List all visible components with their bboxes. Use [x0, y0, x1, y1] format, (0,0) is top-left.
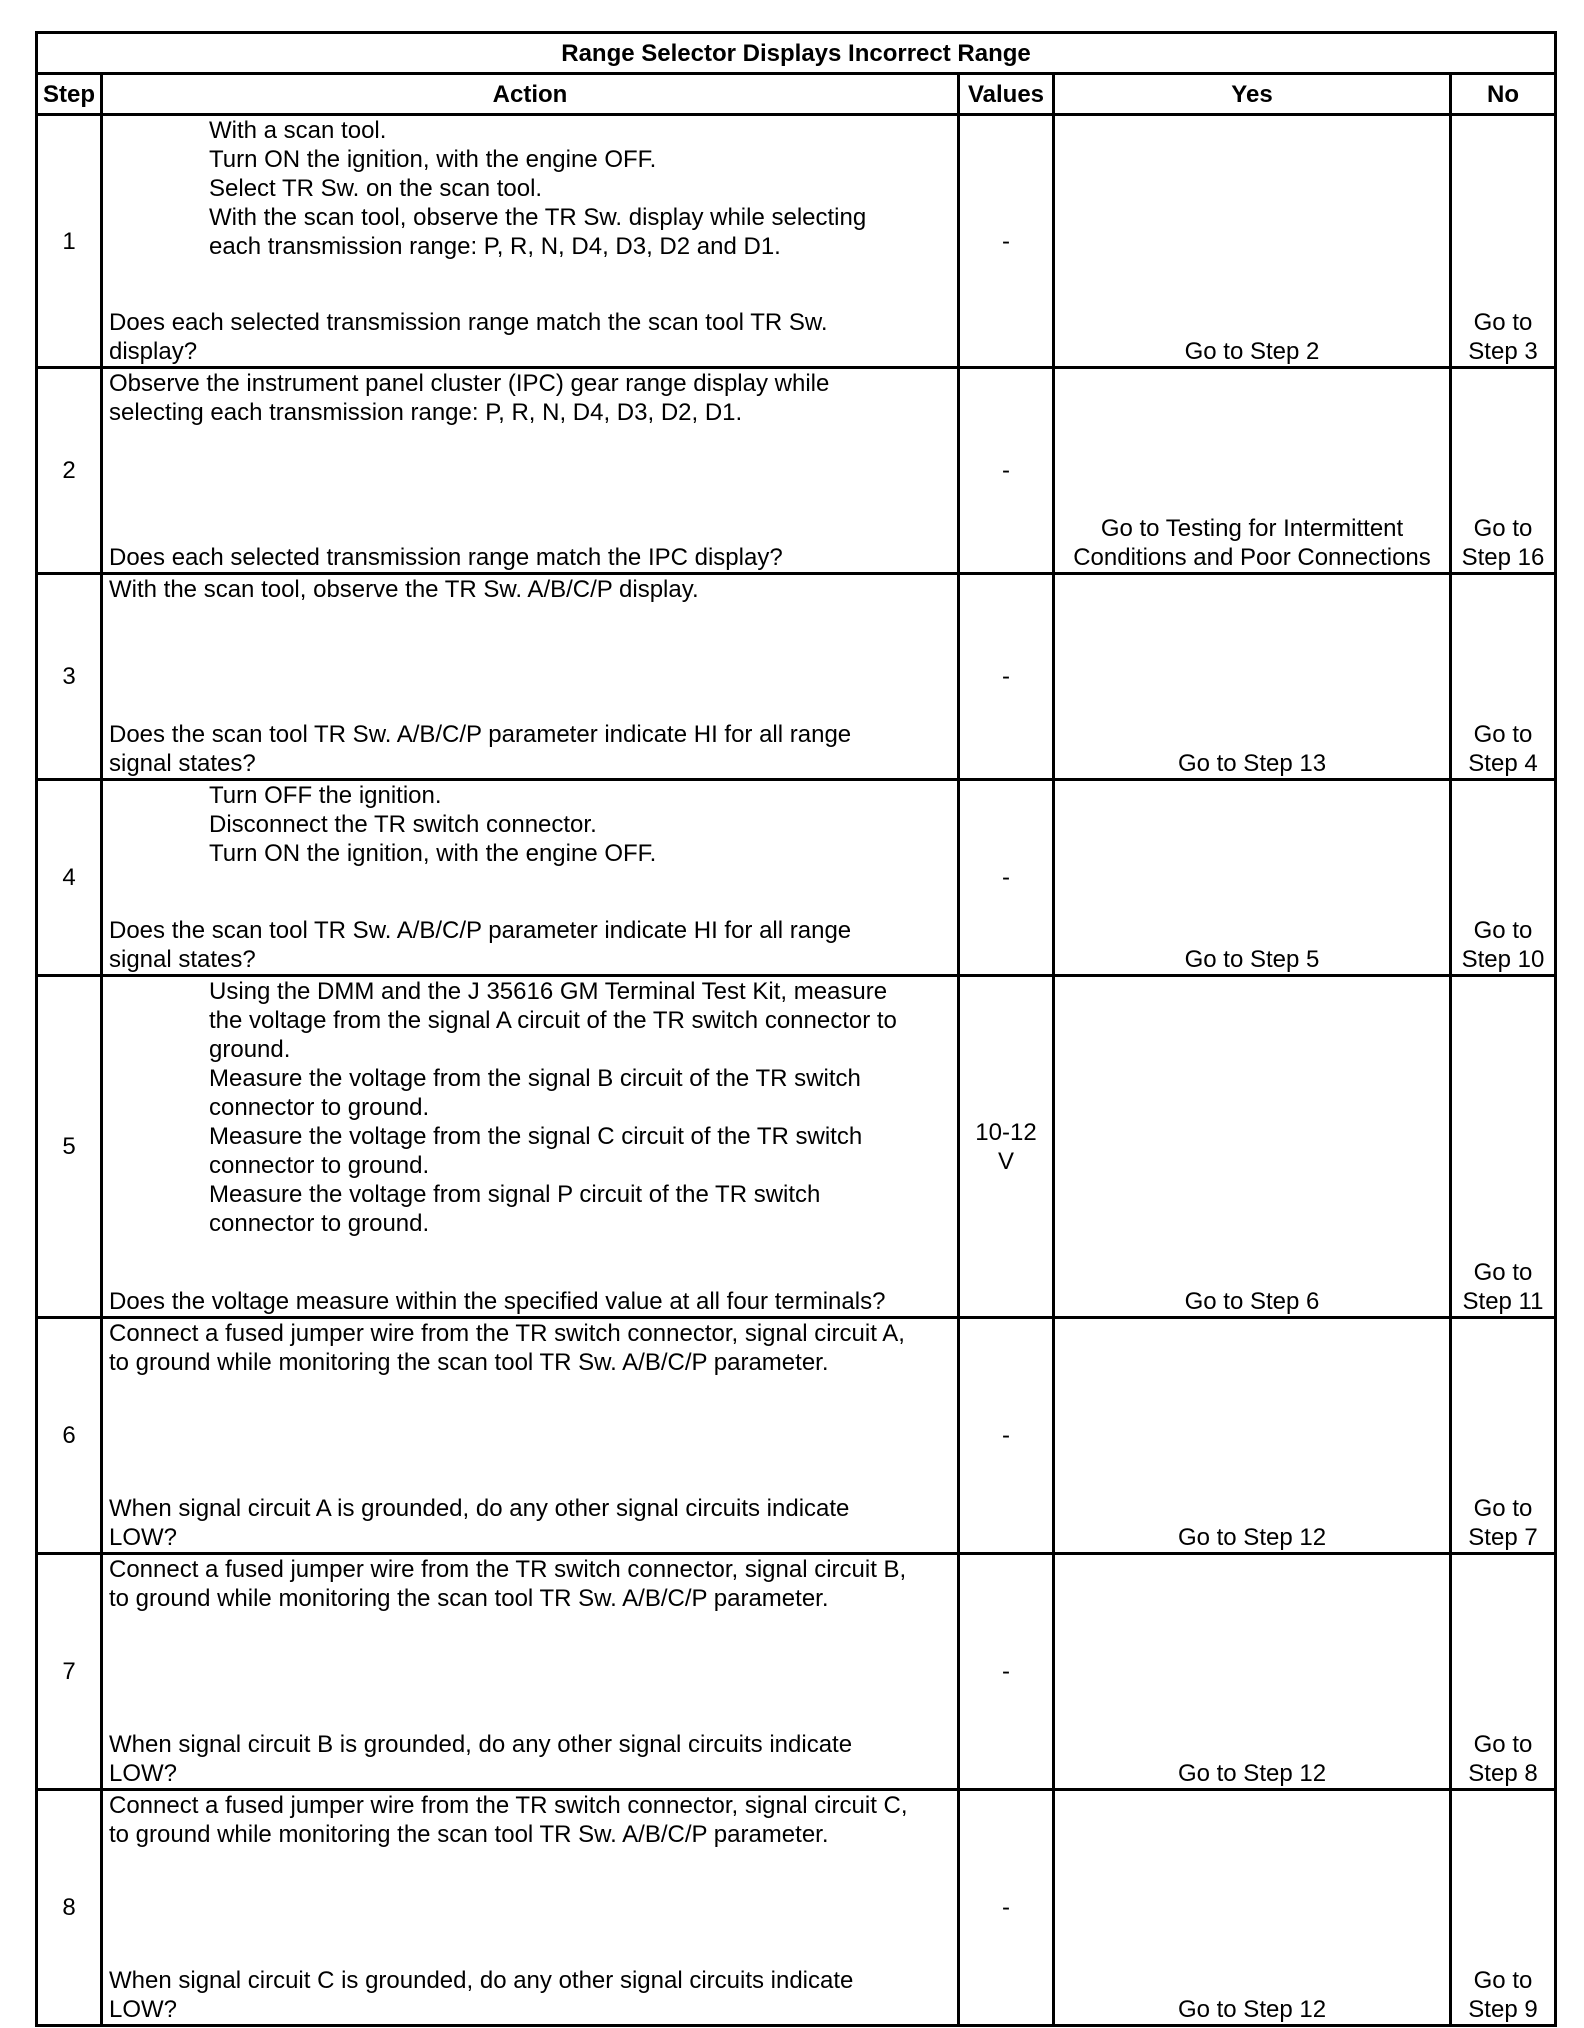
no-text [1452, 720, 1554, 778]
action-instructions-line: Connect a fused jumper wire from the TR switch connector, signal circuit B, [109, 1556, 907, 1583]
no-text-line: Step 7 [1468, 1524, 1538, 1551]
action-cell [102, 976, 959, 1318]
action-instructions-line: connector to ground. [209, 1210, 430, 1237]
table-title: Range Selector Displays Incorrect Range [37, 33, 1556, 74]
action-instructions-line: Measure the voltage from the signal C circuit of the TR switch [209, 1123, 863, 1150]
value-cell: - [959, 780, 1054, 976]
table-row [37, 1790, 1556, 2026]
table-row [37, 115, 1556, 368]
action-instructions-line: ground. [209, 1036, 291, 1063]
action-question-line: Does the scan tool TR Sw. A/B/C/P parameter indicate HI for all range [109, 917, 852, 944]
value-cell: - [959, 574, 1054, 780]
no-text-line: Go to [1473, 917, 1533, 944]
yes-text-line: Go to Step 12 [1177, 1996, 1327, 2023]
no-text-line: Go to [1473, 309, 1533, 336]
no-text-line: Step 9 [1468, 1996, 1538, 2023]
step-number: 8 [37, 1790, 102, 2026]
yes-text [1055, 1287, 1449, 1316]
yes-text-line: Go to Step 6 [1184, 1288, 1320, 1315]
no-text-line: Step 11 [1462, 1288, 1544, 1315]
action-instructions-line: Turn ON the ignition, with the engine OFF. [209, 146, 657, 173]
table-row [37, 1318, 1556, 1554]
action-cell [102, 1554, 959, 1790]
yes-text-line: Go to Testing for Intermittent [1100, 515, 1404, 542]
action-instructions [109, 1791, 951, 1849]
no-text-line: Step 3 [1468, 338, 1538, 365]
no-text-line: Step 16 [1461, 544, 1545, 571]
no-text-line: Step 4 [1468, 750, 1538, 777]
step-number: 2 [37, 368, 102, 574]
yes-cell [1054, 976, 1451, 1318]
yes-text-line: Go to Step 12 [1177, 1524, 1327, 1551]
table-row [37, 1554, 1556, 1790]
yes-text [1055, 749, 1449, 778]
action-question [109, 543, 951, 572]
yes-text-line: Go to Step 13 [1177, 750, 1327, 777]
action-instructions [109, 116, 951, 261]
no-text [1452, 308, 1554, 366]
action-instructions-line: connector to ground. [209, 1152, 430, 1179]
action-instructions [109, 1319, 951, 1377]
action-instructions-line: Measure the voltage from signal P circuit of the TR switch [209, 1181, 821, 1208]
action-question-line: signal states? [109, 946, 256, 973]
action-instructions-line: each transmission range: P, R, N, D4, D3, D2 and D1. [209, 233, 781, 260]
yes-cell [1054, 115, 1451, 368]
action-question-line: When signal circuit C is grounded, do any other signal circuits indicate [109, 1967, 854, 1994]
action-instructions-line: With the scan tool, observe the TR Sw. display while selecting [209, 204, 867, 231]
no-text [1452, 916, 1554, 974]
yes-text [1055, 1523, 1449, 1552]
action-cell [102, 115, 959, 368]
header-values: Values [959, 74, 1054, 115]
action-instructions-line: the voltage from the signal A circuit of the TR switch connector to [209, 1007, 897, 1034]
action-instructions [109, 1555, 951, 1613]
action-instructions-line: Connect a fused jumper wire from the TR switch connector, signal circuit C, [109, 1792, 908, 1819]
action-question-line: LOW? [109, 1996, 178, 2023]
yes-cell [1054, 574, 1451, 780]
value-line: 10-12 [975, 1118, 1037, 1146]
action-cell [102, 780, 959, 976]
step-number: 5 [37, 976, 102, 1318]
action-question-line: When signal circuit A is grounded, do any other signal circuits indicate [109, 1495, 850, 1522]
yes-cell [1054, 1790, 1451, 2026]
yes-cell [1054, 368, 1451, 574]
action-question-line: Does the voltage measure within the specified value at all four terminals? [109, 1288, 886, 1315]
no-cell [1451, 1554, 1556, 1790]
no-text-line: Go to [1473, 1731, 1533, 1758]
yes-text-line: Go to Step 12 [1177, 1760, 1327, 1787]
action-question [109, 308, 951, 366]
step-number: 6 [37, 1318, 102, 1554]
action-question [109, 720, 951, 778]
no-text [1452, 1730, 1554, 1788]
step-number: 7 [37, 1554, 102, 1790]
action-instructions-line: Observe the instrument panel cluster (IPC) gear range display while [109, 370, 830, 397]
yes-cell [1054, 1554, 1451, 1790]
action-instructions-line: to ground while monitoring the scan tool TR Sw. A/B/C/P parameter. [109, 1349, 829, 1376]
yes-text-line: Go to Step 5 [1184, 946, 1320, 973]
yes-cell [1054, 780, 1451, 976]
action-question-line: Does the scan tool TR Sw. A/B/C/P parameter indicate HI for all range [109, 721, 852, 748]
value-cell: - [959, 115, 1054, 368]
action-instructions-line: to ground while monitoring the scan tool TR Sw. A/B/C/P parameter. [109, 1585, 829, 1612]
action-instructions-line: selecting each transmission range: P, R, N, D4, D3, D2, D1. [109, 399, 743, 426]
yes-text-line: Go to Step 2 [1184, 338, 1320, 365]
action-cell [102, 368, 959, 574]
no-text [1452, 514, 1554, 572]
yes-text [1055, 1759, 1449, 1788]
action-question [109, 1494, 951, 1552]
table-row [37, 976, 1556, 1318]
header-step: Step [37, 74, 102, 115]
action-instructions [109, 781, 951, 868]
action-cell [102, 1790, 959, 2026]
action-question-line: Does each selected transmission range match the scan tool TR Sw. [109, 309, 828, 336]
action-question-line: LOW? [109, 1760, 178, 1787]
header-yes: Yes [1054, 74, 1451, 115]
step-number: 3 [37, 574, 102, 780]
action-instructions-line: Disconnect the TR switch connector. [209, 811, 597, 838]
value-line: V [997, 1147, 1014, 1175]
table-row [37, 368, 1556, 574]
value-cell: - [959, 1554, 1054, 1790]
action-question-line: When signal circuit B is grounded, do any other signal circuits indicate [109, 1731, 853, 1758]
no-cell [1451, 976, 1556, 1318]
action-instructions [109, 575, 951, 604]
no-text [1452, 1258, 1554, 1316]
no-cell [1451, 1318, 1556, 1554]
no-cell [1451, 780, 1556, 976]
no-text-line: Go to [1473, 1967, 1533, 1994]
no-text-line: Step 10 [1461, 946, 1545, 973]
header-no: No [1451, 74, 1556, 115]
no-cell [1451, 1790, 1556, 2026]
yes-text [1055, 337, 1449, 366]
no-text-line: Go to [1473, 1495, 1533, 1522]
yes-text [1055, 945, 1449, 974]
action-instructions-line: Using the DMM and the J 35616 GM Terminal Test Kit, measure [209, 978, 888, 1005]
no-text-line: Go to [1473, 1259, 1533, 1286]
action-instructions-line: Select TR Sw. on the scan tool. [209, 175, 543, 202]
no-text-line: Go to [1473, 515, 1533, 542]
action-question-line: Does each selected transmission range match the IPC display? [109, 544, 783, 571]
action-instructions-line: Turn OFF the ignition. [209, 782, 442, 809]
yes-text [1055, 1995, 1449, 2024]
action-cell [102, 1318, 959, 1554]
action-question [109, 1287, 951, 1316]
action-question-line: display? [109, 338, 198, 365]
value-cell: - [959, 1318, 1054, 1554]
value-cell: - [959, 1790, 1054, 2026]
table-row [37, 780, 1556, 976]
header-action: Action [102, 74, 959, 115]
yes-text [1055, 514, 1449, 572]
no-cell [1451, 115, 1556, 368]
step-number: 1 [37, 115, 102, 368]
action-question [109, 916, 951, 974]
yes-text-line: Conditions and Poor Connections [1073, 544, 1431, 571]
no-text [1452, 1966, 1554, 2024]
yes-cell [1054, 1318, 1451, 1554]
value-cell: - [959, 368, 1054, 574]
no-text [1452, 1494, 1554, 1552]
action-instructions-line: to ground while monitoring the scan tool TR Sw. A/B/C/P parameter. [109, 1821, 829, 1848]
value-cell [959, 976, 1054, 1318]
action-question-line: LOW? [109, 1524, 178, 1551]
action-instructions-line: With a scan tool. [209, 117, 387, 144]
action-question [109, 1966, 951, 2024]
action-instructions-line: With the scan tool, observe the TR Sw. A/B/C/P display. [109, 576, 699, 603]
action-cell [102, 574, 959, 780]
action-instructions-line: Connect a fused jumper wire from the TR switch connector, signal circuit A, [109, 1320, 905, 1347]
action-instructions-line: Turn ON the ignition, with the engine OFF. [209, 840, 657, 867]
action-instructions [109, 977, 951, 1238]
action-question-line: signal states? [109, 750, 256, 777]
no-cell [1451, 574, 1556, 780]
no-text-line: Go to [1473, 721, 1533, 748]
action-instructions-line: connector to ground. [209, 1094, 430, 1121]
no-cell [1451, 368, 1556, 574]
action-instructions-line: Measure the voltage from the signal B circuit of the TR switch [209, 1065, 861, 1092]
action-instructions [109, 369, 951, 427]
table-row [37, 574, 1556, 780]
action-question [109, 1730, 951, 1788]
diagnostic-table [35, 31, 1557, 2027]
step-number: 4 [37, 780, 102, 976]
no-text-line: Step 8 [1468, 1760, 1538, 1787]
